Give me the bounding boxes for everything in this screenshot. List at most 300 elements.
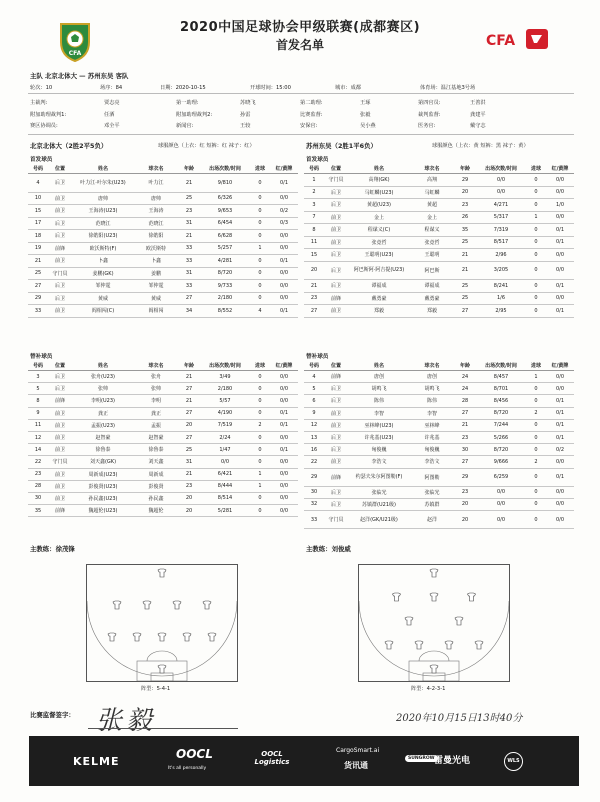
player-cell: 邹仲霆	[134, 280, 178, 293]
player-row	[304, 199, 574, 212]
away-formation: 阵型：4-2-3-1	[411, 686, 446, 692]
player-cell: 0/0	[270, 292, 298, 305]
player-cell: 0	[250, 192, 270, 205]
player-cell: 29	[454, 174, 476, 187]
player-cell: 25	[454, 292, 476, 305]
player-cell: 阿巴斯	[410, 261, 454, 280]
player-cell: 前卫	[324, 456, 348, 468]
player-row	[304, 280, 574, 293]
player-cell: 周新成(U23)	[72, 468, 134, 480]
player-cell: 欧沃斯特(F)	[72, 242, 134, 255]
player-cell: 8/720	[476, 407, 526, 419]
player-cell: 0/0	[476, 486, 526, 498]
player-cell: 21	[178, 174, 200, 193]
player-cell: 3/49	[200, 371, 250, 383]
player-cell: 2	[250, 419, 270, 431]
away-starters-label: 首发球员	[306, 157, 329, 163]
player-cell: 徐皓阳	[134, 230, 178, 243]
official-name: 王善洪	[470, 100, 486, 106]
player-cell: 0/0	[546, 486, 574, 498]
player-cell: 后卫	[324, 395, 348, 407]
player-cell: 15	[28, 205, 48, 218]
player-cell: 王海涛(U23)	[72, 205, 134, 218]
column-header: 号码	[28, 164, 48, 174]
player-cell: 20	[178, 492, 200, 504]
player-cell: 23	[178, 205, 200, 218]
player-cell: 0	[526, 511, 546, 529]
player-shirt-icon	[208, 633, 216, 641]
table-header-row	[304, 164, 574, 174]
official-role: 附加助理裁判2:	[176, 111, 213, 118]
player-cell: 20	[454, 511, 476, 529]
player-cell: 前卫	[48, 305, 72, 318]
player-cell: 8/456	[476, 395, 526, 407]
player-shirt-icon	[468, 593, 476, 601]
player-cell: 0	[526, 249, 546, 262]
player-shirt-icon	[143, 601, 151, 609]
player-cell: 30	[28, 492, 48, 504]
stadium: 体育场：温江基地3号场	[420, 85, 476, 91]
sponsor-banner	[29, 736, 579, 786]
official-role: 赛区协调员:	[30, 123, 58, 129]
player-cell: 0	[250, 280, 270, 293]
player-cell: 孟振	[134, 419, 178, 431]
player-cell: 1	[250, 242, 270, 255]
player-cell: 赵智豪	[134, 431, 178, 443]
player-cell: 27	[28, 280, 48, 293]
player-cell: 后卫	[48, 383, 72, 395]
player-cell: 23	[454, 431, 476, 443]
column-header: 出场次数/时间	[200, 361, 250, 371]
player-row	[28, 267, 298, 280]
supervisor-signature-label: 比赛监督签字：	[30, 711, 75, 719]
player-cell: 30	[304, 486, 324, 498]
player-cell: 0	[250, 395, 270, 407]
player-cell: 27	[454, 407, 476, 419]
column-header: 出场次数/时间	[476, 361, 526, 371]
player-cell: 0/0	[476, 174, 526, 187]
player-cell: 34	[178, 305, 200, 318]
player-cell: 16	[304, 444, 324, 456]
home-coach: 主教练：徐茂锋	[30, 545, 75, 553]
player-cell: 0/0	[270, 242, 298, 255]
player-cell: 0	[526, 305, 546, 318]
official-role: 第一助理:	[176, 100, 199, 106]
official-role: 比赛监督:	[300, 111, 323, 118]
column-header: 红/黄牌	[270, 164, 298, 174]
sign-datetime: 2020年10月15日13时40分	[396, 713, 523, 724]
player-cell: 2/24	[200, 431, 250, 443]
sponsor-oocl-logistics: OOCL Logistics	[254, 750, 290, 766]
player-cell: 29	[454, 468, 476, 486]
player-cell: 前卫	[48, 205, 72, 218]
player-cell: 21	[28, 255, 48, 268]
player-row	[28, 468, 298, 480]
player-cell: 龚正	[134, 407, 178, 419]
official-name: 龚建平	[470, 111, 486, 118]
column-header: 红/黄牌	[270, 361, 298, 371]
player-cell: 0	[526, 280, 546, 293]
player-shirt-icon	[113, 601, 121, 609]
official-role: 第四官员:	[418, 100, 441, 106]
player-cell: 0	[250, 217, 270, 230]
player-cell: 0/0	[546, 174, 574, 187]
player-row	[304, 511, 574, 529]
player-cell: 31	[178, 217, 200, 230]
column-header: 红/黄牌	[546, 164, 574, 174]
player-cell: 龚正	[72, 407, 134, 419]
player-cell: 0	[526, 174, 546, 187]
player-cell: 0/1	[546, 419, 574, 431]
column-header: 球衣名	[134, 164, 178, 174]
away-subs-table	[304, 361, 574, 529]
player-row	[304, 456, 574, 468]
player-row	[28, 480, 298, 492]
table-header-row	[28, 361, 298, 371]
player-cell: 姜鹏	[134, 267, 178, 280]
player-cell: 卜鑫	[72, 255, 134, 268]
player-cell: 27	[178, 407, 200, 419]
column-header: 姓名	[72, 164, 134, 174]
player-cell: 阎相闯	[134, 305, 178, 318]
player-row	[28, 205, 298, 218]
player-cell: 后卫	[324, 249, 348, 262]
player-cell: 0/0	[546, 186, 574, 199]
player-cell: 戴勇豪	[410, 292, 454, 305]
player-cell: 3	[304, 199, 324, 212]
player-cell: 27	[178, 292, 200, 305]
player-row	[28, 305, 298, 318]
home-subs-table	[28, 361, 298, 517]
column-header: 号码	[304, 164, 324, 174]
player-cell: 8/720	[476, 444, 526, 456]
player-cell: 邹仲霆	[72, 280, 134, 293]
player-shirt-icon	[108, 633, 116, 641]
player-cell: 前卫	[48, 444, 72, 456]
player-cell: 欧沃斯特	[134, 242, 178, 255]
player-cell: 23	[454, 199, 476, 212]
player-cell: 0/1	[270, 419, 298, 431]
player-cell: 赵洋	[410, 511, 454, 529]
player-row	[28, 383, 298, 395]
player-cell: 6/259	[476, 468, 526, 486]
player-row	[304, 383, 574, 395]
column-header: 进球	[250, 164, 270, 174]
player-cell: 2	[526, 456, 546, 468]
player-cell: 35	[454, 224, 476, 237]
player-cell: 阿图勒	[410, 468, 454, 486]
player-row	[304, 261, 574, 280]
player-cell: 2/180	[200, 292, 250, 305]
player-cell: 前卫	[48, 255, 72, 268]
player-shirt-icon	[183, 633, 191, 641]
official-name: 贾志亮	[104, 100, 120, 106]
player-cell: 8/514	[200, 492, 250, 504]
player-cell: 前锋	[324, 292, 348, 305]
player-cell: 守门员	[324, 511, 348, 529]
player-row	[304, 174, 574, 187]
player-cell: 0	[526, 261, 546, 280]
away-starters-table	[304, 164, 574, 318]
player-cell: 13	[304, 431, 324, 443]
player-cell: 8/444	[200, 480, 250, 492]
official-role: 第二助理:	[300, 100, 323, 106]
player-cell: 徐鲁泰	[72, 444, 134, 456]
player-cell: 0/0	[270, 456, 298, 468]
player-cell: 6/454	[200, 217, 250, 230]
player-cell: 约瑟夫朱尔阿图勒(F)	[348, 468, 410, 486]
player-cell: 0	[250, 383, 270, 395]
sponsor-huoxuntong: 货讯通	[344, 761, 368, 770]
player-cell: 11	[28, 419, 48, 431]
player-shirt-icon	[158, 633, 166, 641]
player-shirt-icon	[158, 665, 166, 673]
player-cell: 巫林峰(U23)	[348, 419, 410, 431]
column-header: 球衣名	[134, 361, 178, 371]
player-cell: 前锋	[48, 395, 72, 407]
player-cell: 0/1	[546, 236, 574, 249]
player-cell: 20	[178, 419, 200, 431]
player-cell: 6/326	[200, 192, 250, 205]
sponsor-leyard: 雷曼光电	[434, 756, 471, 766]
player-cell: 0	[526, 444, 546, 456]
player-cell: 后卫	[324, 261, 348, 280]
player-cell: 郑毅	[348, 305, 410, 318]
player-cell: 程谋义	[410, 224, 454, 237]
player-cell: 叶力江	[134, 174, 178, 193]
player-row	[28, 242, 298, 255]
table-header-row	[304, 361, 574, 371]
player-cell: 1	[526, 371, 546, 383]
player-cell: 7/519	[200, 419, 250, 431]
player-cell: 0	[250, 505, 270, 517]
player-cell: 0	[250, 444, 270, 456]
player-cell: 4	[304, 371, 324, 383]
player-row	[304, 468, 574, 486]
venue-no: 场序：84	[100, 85, 123, 91]
player-cell: 谭福成	[348, 280, 410, 293]
player-shirt-icon	[385, 641, 393, 649]
player-cell: 0/1	[270, 407, 298, 419]
player-cell: 陈伟	[410, 395, 454, 407]
player-cell: 17	[28, 217, 48, 230]
player-cell: 5	[304, 383, 324, 395]
player-cell: 孟振(U23)	[72, 419, 134, 431]
column-header: 红/黄牌	[546, 361, 574, 371]
player-cell: 24	[454, 383, 476, 395]
player-cell: 郑毅	[410, 305, 454, 318]
away-pitch-lines	[359, 565, 509, 681]
player-cell: 0/3	[270, 217, 298, 230]
player-cell: 孙民鑫	[134, 492, 178, 504]
player-cell: 0/0	[270, 492, 298, 504]
column-header: 进球	[526, 361, 546, 371]
player-cell: 22	[304, 456, 324, 468]
column-header: 姓名	[348, 164, 410, 174]
column-header: 年龄	[178, 361, 200, 371]
player-cell: 1/6	[476, 292, 526, 305]
player-cell: 8	[304, 224, 324, 237]
player-cell: 高翔(GK)	[348, 174, 410, 187]
sponsor-kelme: KELME	[73, 755, 120, 768]
player-cell: 0	[526, 431, 546, 443]
player-cell: 8/241	[476, 280, 526, 293]
player-cell: 4	[250, 305, 270, 318]
column-header: 位置	[48, 361, 72, 371]
player-cell: 5/317	[476, 211, 526, 224]
player-cell: 张帅	[134, 383, 178, 395]
player-cell: 黄超(U23)	[348, 199, 410, 212]
player-cell: 31	[178, 456, 200, 468]
player-cell: 0	[526, 292, 546, 305]
sponsor-oocl-tagline: It's all personally	[168, 766, 207, 771]
player-cell: 8	[28, 395, 48, 407]
player-cell: 0/0	[270, 192, 298, 205]
player-cell: 前锋	[324, 371, 348, 383]
player-cell: 9/810	[200, 174, 250, 193]
player-cell: 阎相闯(C)	[72, 305, 134, 318]
sponsor-wls: WLS	[504, 752, 523, 771]
player-cell: 前卫	[324, 419, 348, 431]
sponsor-cargosmart: CargoSmart.ai	[336, 747, 380, 754]
teams-line: 主队 北京北体大 — 苏州东吴 客队	[30, 72, 129, 80]
player-cell: 25	[454, 236, 476, 249]
player-cell: 0/0	[476, 498, 526, 510]
player-cell: 0/0	[270, 267, 298, 280]
official-role: 新闻官:	[176, 123, 194, 129]
player-cell: 0/1	[270, 255, 298, 268]
player-row	[28, 456, 298, 468]
player-cell: 8/720	[200, 267, 250, 280]
player-cell: 27	[454, 456, 476, 468]
page-title: 2020中国足球协会甲级联赛(成都赛区)	[179, 20, 421, 35]
player-cell: 魏超伦(U23)	[72, 505, 134, 517]
player-cell: 金上	[348, 211, 410, 224]
official-name: 王较	[240, 123, 251, 129]
player-cell: 谭福成	[410, 280, 454, 293]
player-cell: 0/1	[546, 280, 574, 293]
player-row	[304, 224, 574, 237]
match-date: 日期：2020-10-15	[160, 85, 206, 91]
player-cell: 0/0	[546, 383, 574, 395]
player-cell: 1	[526, 211, 546, 224]
player-cell: 0	[526, 498, 546, 510]
player-cell: 前卫	[324, 305, 348, 318]
player-cell: 10	[28, 192, 48, 205]
table-header-row	[28, 164, 298, 174]
player-cell: 8/552	[200, 305, 250, 318]
player-cell: 0	[526, 224, 546, 237]
player-row	[304, 395, 574, 407]
player-cell: 赵洋(GK/U21级)	[348, 511, 410, 529]
player-cell: 8/517	[476, 236, 526, 249]
player-cell: 7/319	[476, 224, 526, 237]
player-cell: 22	[28, 456, 48, 468]
player-cell: 9	[28, 407, 48, 419]
official-role: 医务官:	[418, 123, 436, 129]
player-cell: 33	[178, 280, 200, 293]
player-cell: 前卫	[48, 192, 72, 205]
player-cell: 前锋	[48, 505, 72, 517]
player-cell: 0/0	[546, 211, 574, 224]
player-cell: 后卫	[48, 280, 72, 293]
player-cell: 0/1	[546, 431, 574, 443]
player-shirt-icon	[475, 641, 483, 649]
home-subs-label: 替补球员	[30, 354, 53, 360]
home-team-name: 北京北体大（2胜2平5负）	[30, 142, 108, 150]
player-cell: 后卫	[324, 498, 348, 510]
player-cell: 1/0	[546, 199, 574, 212]
player-cell: 前卫	[48, 419, 72, 431]
supervisor-signature: 张毅	[96, 706, 157, 736]
player-cell: 4/271	[476, 199, 526, 212]
player-cell: 5	[28, 383, 48, 395]
player-cell: 0/0	[476, 511, 526, 529]
player-row	[28, 395, 298, 407]
player-cell: 许兆基(U23)	[348, 431, 410, 443]
official-role: 裁判监督:	[418, 111, 441, 118]
player-cell: 巫林峰	[410, 419, 454, 431]
player-cell: 21	[178, 468, 200, 480]
player-cell: 彭俊贤	[134, 480, 178, 492]
official-name: 苏晓飞	[240, 100, 256, 106]
player-cell: 0/1	[546, 468, 574, 486]
player-cell: 27	[178, 383, 200, 395]
player-cell: 21	[178, 371, 200, 383]
player-cell: 李浩文	[348, 456, 410, 468]
player-cell: 11	[304, 236, 324, 249]
player-cell: 9/733	[200, 280, 250, 293]
player-cell: 范晓江	[72, 217, 134, 230]
player-cell: 唐创	[410, 371, 454, 383]
player-shirt-icon	[158, 569, 166, 577]
player-cell: 5/266	[476, 431, 526, 443]
home-pitch-lines	[87, 565, 237, 681]
player-row	[28, 444, 298, 456]
player-cell: 守门员	[324, 174, 348, 187]
player-cell: 前卫	[324, 407, 348, 419]
player-cell: 0	[526, 486, 546, 498]
away-subs-label: 替补球员	[306, 354, 329, 360]
player-cell: 6/421	[200, 468, 250, 480]
home-starters-label: 首发球员	[30, 157, 53, 163]
home-formation: 阵型：5-4-1	[141, 686, 171, 692]
player-cell: 许兆基	[410, 431, 454, 443]
player-cell: 0	[250, 407, 270, 419]
player-cell: 李浩文	[410, 456, 454, 468]
home-formation-pitch	[86, 564, 238, 682]
player-cell: 3	[28, 371, 48, 383]
column-header: 出场次数/时间	[200, 164, 250, 174]
player-cell: 赵智豪	[72, 431, 134, 443]
player-cell: 4/190	[200, 407, 250, 419]
player-row	[28, 492, 298, 504]
player-cell: 后卫	[324, 486, 348, 498]
column-header: 球衣名	[410, 164, 454, 174]
player-cell: 0	[526, 199, 546, 212]
player-cell: 周新成	[134, 468, 178, 480]
player-cell: 张竟哲	[348, 236, 410, 249]
player-cell: 黄威	[134, 292, 178, 305]
player-cell: 前卫	[48, 492, 72, 504]
player-cell: 0/0	[270, 383, 298, 395]
column-header: 出场次数/时间	[476, 164, 526, 174]
column-header: 球衣名	[410, 361, 454, 371]
player-cell: 0/0	[476, 186, 526, 199]
away-coach: 主教练：刘俊威	[306, 545, 351, 553]
player-cell: 2	[304, 186, 324, 199]
player-cell: 0/2	[270, 205, 298, 218]
